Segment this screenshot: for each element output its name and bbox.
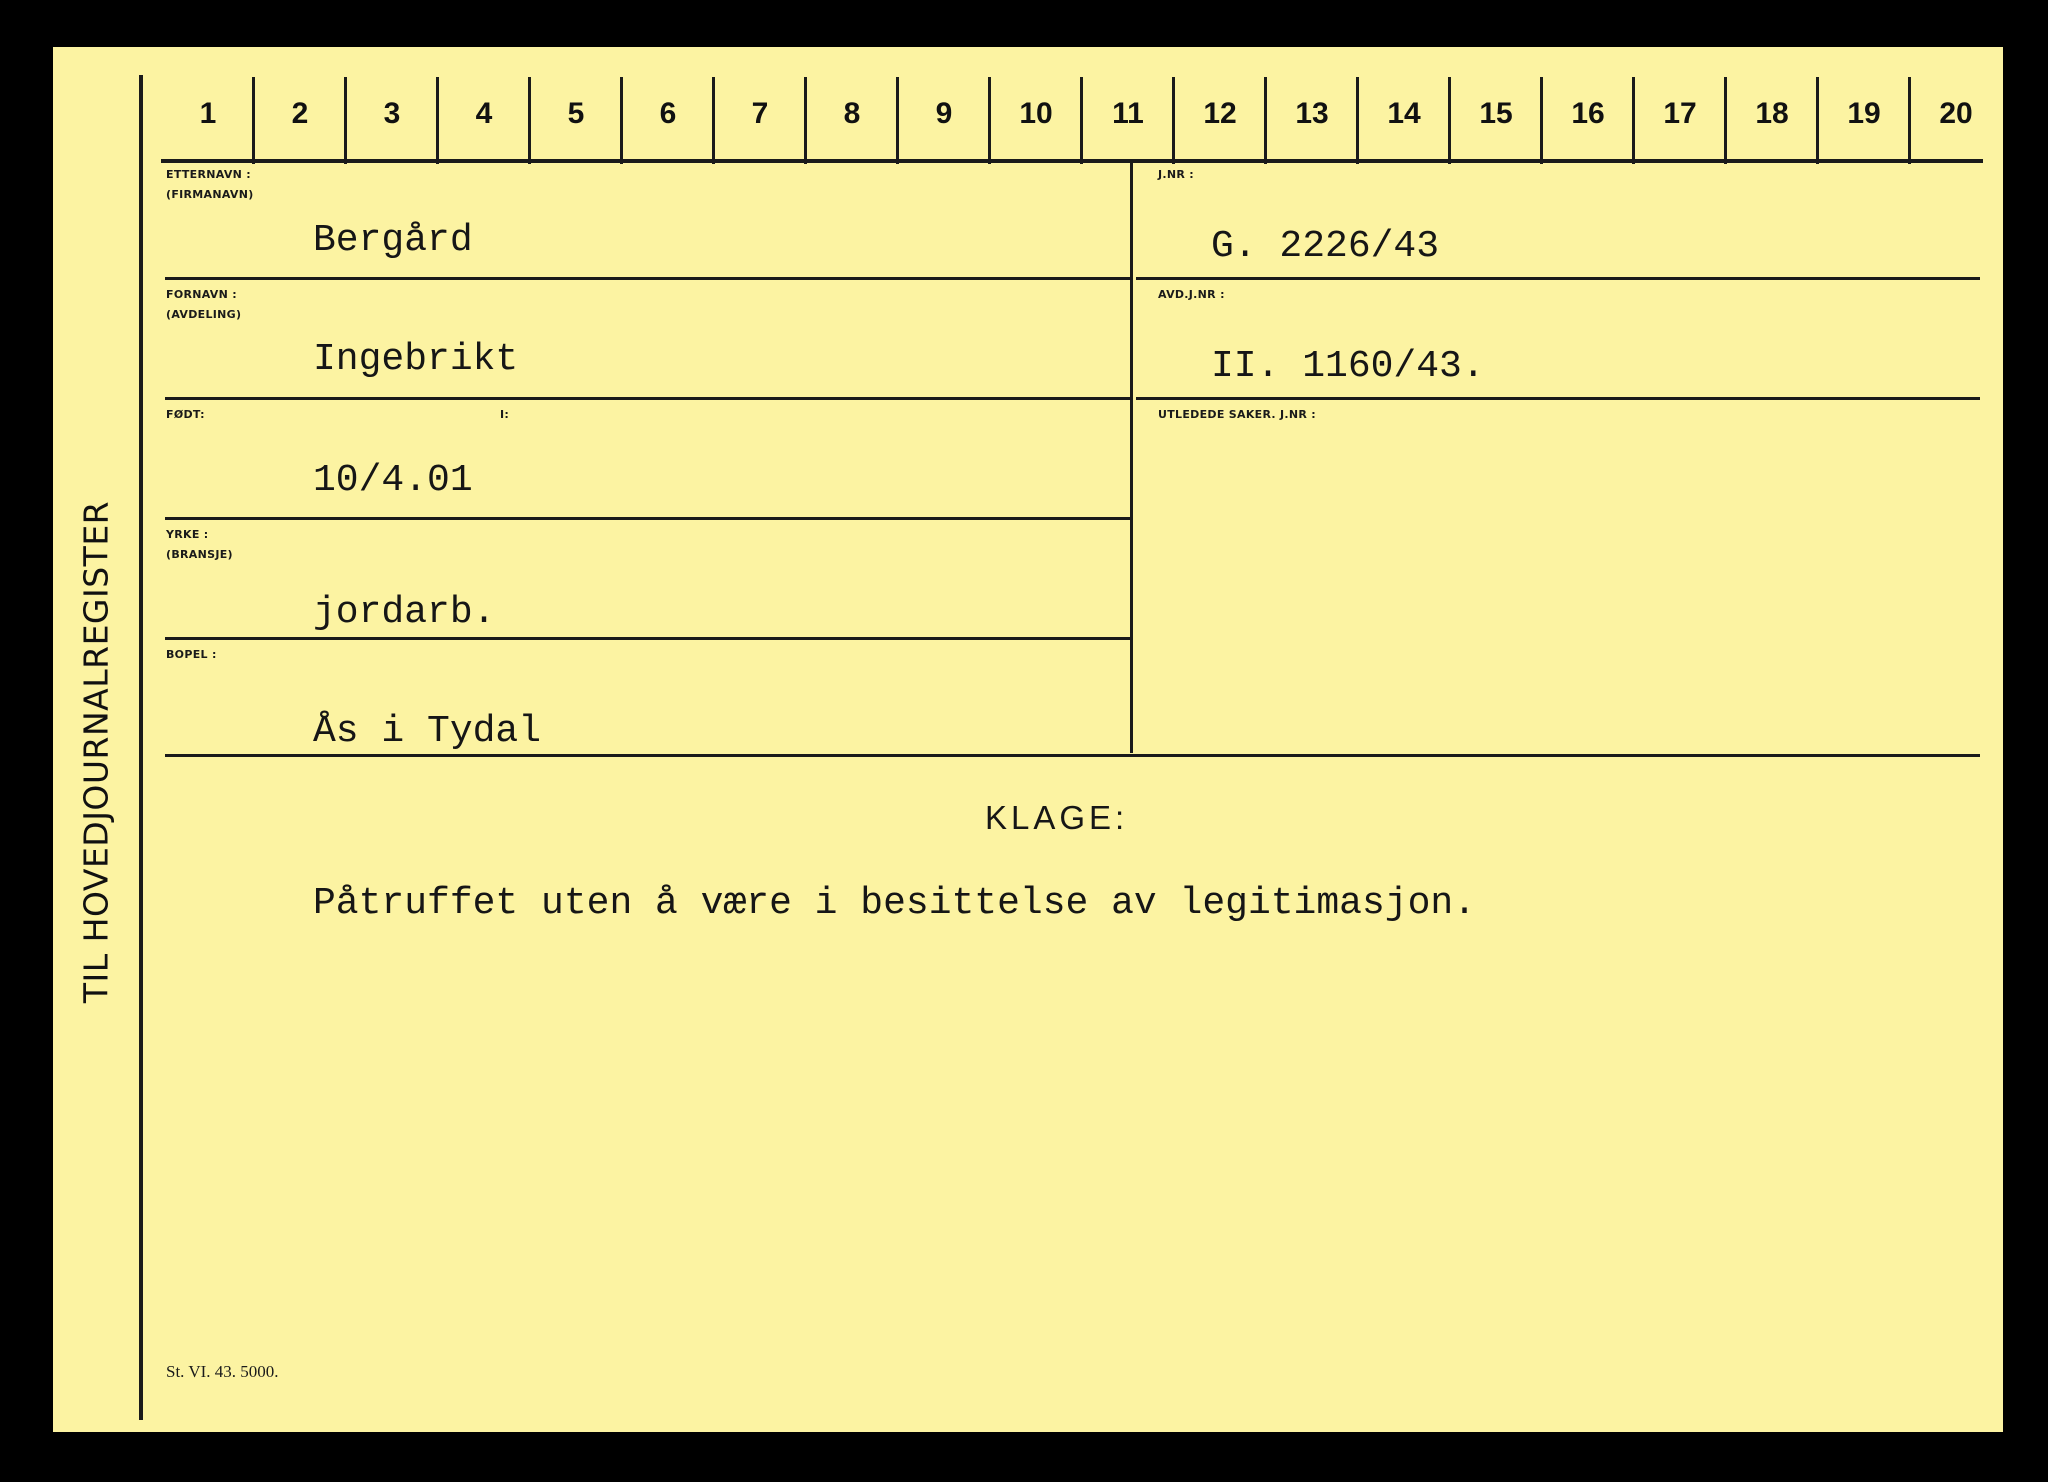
column-number: 16 (1571, 97, 1605, 130)
column-divider (620, 77, 623, 164)
field-rule (165, 517, 1130, 520)
column-divider (1724, 77, 1727, 164)
column-number: 8 (843, 97, 861, 130)
fodt-i-label: I: (500, 408, 510, 421)
column-number: 3 (383, 97, 401, 130)
section-rule (165, 754, 1980, 757)
column-number: 4 (475, 97, 493, 130)
bopel-value: Ås i Tydal (313, 710, 542, 753)
fornavn-value: Ingebrikt (313, 338, 519, 381)
jnr-value: G. 2226/43 (1211, 225, 1440, 268)
etternavn-value: Bergård (313, 219, 473, 262)
field-rule (1136, 277, 1980, 280)
column-divider (988, 77, 991, 164)
fodt-label: FØDT: (166, 408, 205, 421)
column-number: 2 (291, 97, 309, 130)
column-number: 12 (1203, 97, 1237, 130)
column-divider (528, 77, 531, 164)
column-number: 10 (1019, 97, 1053, 130)
register-card (53, 47, 2003, 1432)
column-divider (436, 77, 439, 164)
column-divider (1080, 77, 1083, 164)
field-rule (165, 277, 1130, 280)
fodt-value: 10/4.01 (313, 459, 473, 502)
column-number: 18 (1755, 97, 1789, 130)
bopel-label: BOPEL : (166, 648, 217, 661)
center-divider (1130, 163, 1133, 753)
column-number: 6 (659, 97, 677, 130)
side-label (53, 47, 139, 1432)
column-divider (344, 77, 347, 164)
column-divider (1540, 77, 1543, 164)
column-divider (1448, 77, 1451, 164)
column-number: 15 (1479, 97, 1513, 130)
field-rule (1136, 397, 1980, 400)
fornavn-label: FORNAVN : (AVDELING) (166, 288, 242, 321)
column-divider (1264, 77, 1267, 164)
column-divider (1908, 77, 1911, 164)
header-rule (161, 159, 1983, 163)
column-divider (1172, 77, 1175, 164)
column-number: 17 (1663, 97, 1697, 130)
column-number: 20 (1939, 97, 1973, 130)
column-number: 19 (1847, 97, 1881, 130)
column-number: 1 (199, 97, 217, 130)
column-number: 11 (1112, 97, 1144, 130)
avd-jnr-label: AVD.J.NR : (1158, 288, 1225, 301)
field-rule (165, 397, 1130, 400)
column-number: 14 (1387, 97, 1421, 130)
column-divider (1356, 77, 1359, 164)
column-number: 7 (751, 97, 769, 130)
yrke-value: jordarb. (313, 591, 496, 634)
avd-jnr-value: II. 1160/43. (1211, 345, 1485, 388)
left-border-rule (139, 75, 143, 1420)
jnr-label: J.NR : (1158, 168, 1194, 181)
column-divider (712, 77, 715, 164)
column-number: 5 (567, 97, 585, 130)
yrke-label: YRKE : (BRANSJE) (166, 528, 233, 561)
column-divider (1632, 77, 1635, 164)
column-divider (252, 77, 255, 164)
column-number: 13 (1295, 97, 1329, 130)
field-rule (165, 637, 1130, 640)
side-label-text: TIL HOVEDJOURNALREGISTER (76, 500, 116, 1004)
print-code: St. VI. 43. 5000. (166, 1362, 279, 1381)
column-divider (1816, 77, 1819, 164)
utledede-label: UTLEDEDE SAKER. J.NR : (1158, 408, 1317, 421)
etternavn-label: ETTERNAVN : (FIRMANAVN) (166, 168, 254, 201)
column-divider (896, 77, 899, 164)
klage-text: Påtruffet uten å være i besittelse av legitimasjon. (313, 882, 1476, 925)
klage-heading: KLAGE: (985, 799, 1129, 836)
column-divider (804, 77, 807, 164)
column-number: 9 (935, 97, 953, 130)
